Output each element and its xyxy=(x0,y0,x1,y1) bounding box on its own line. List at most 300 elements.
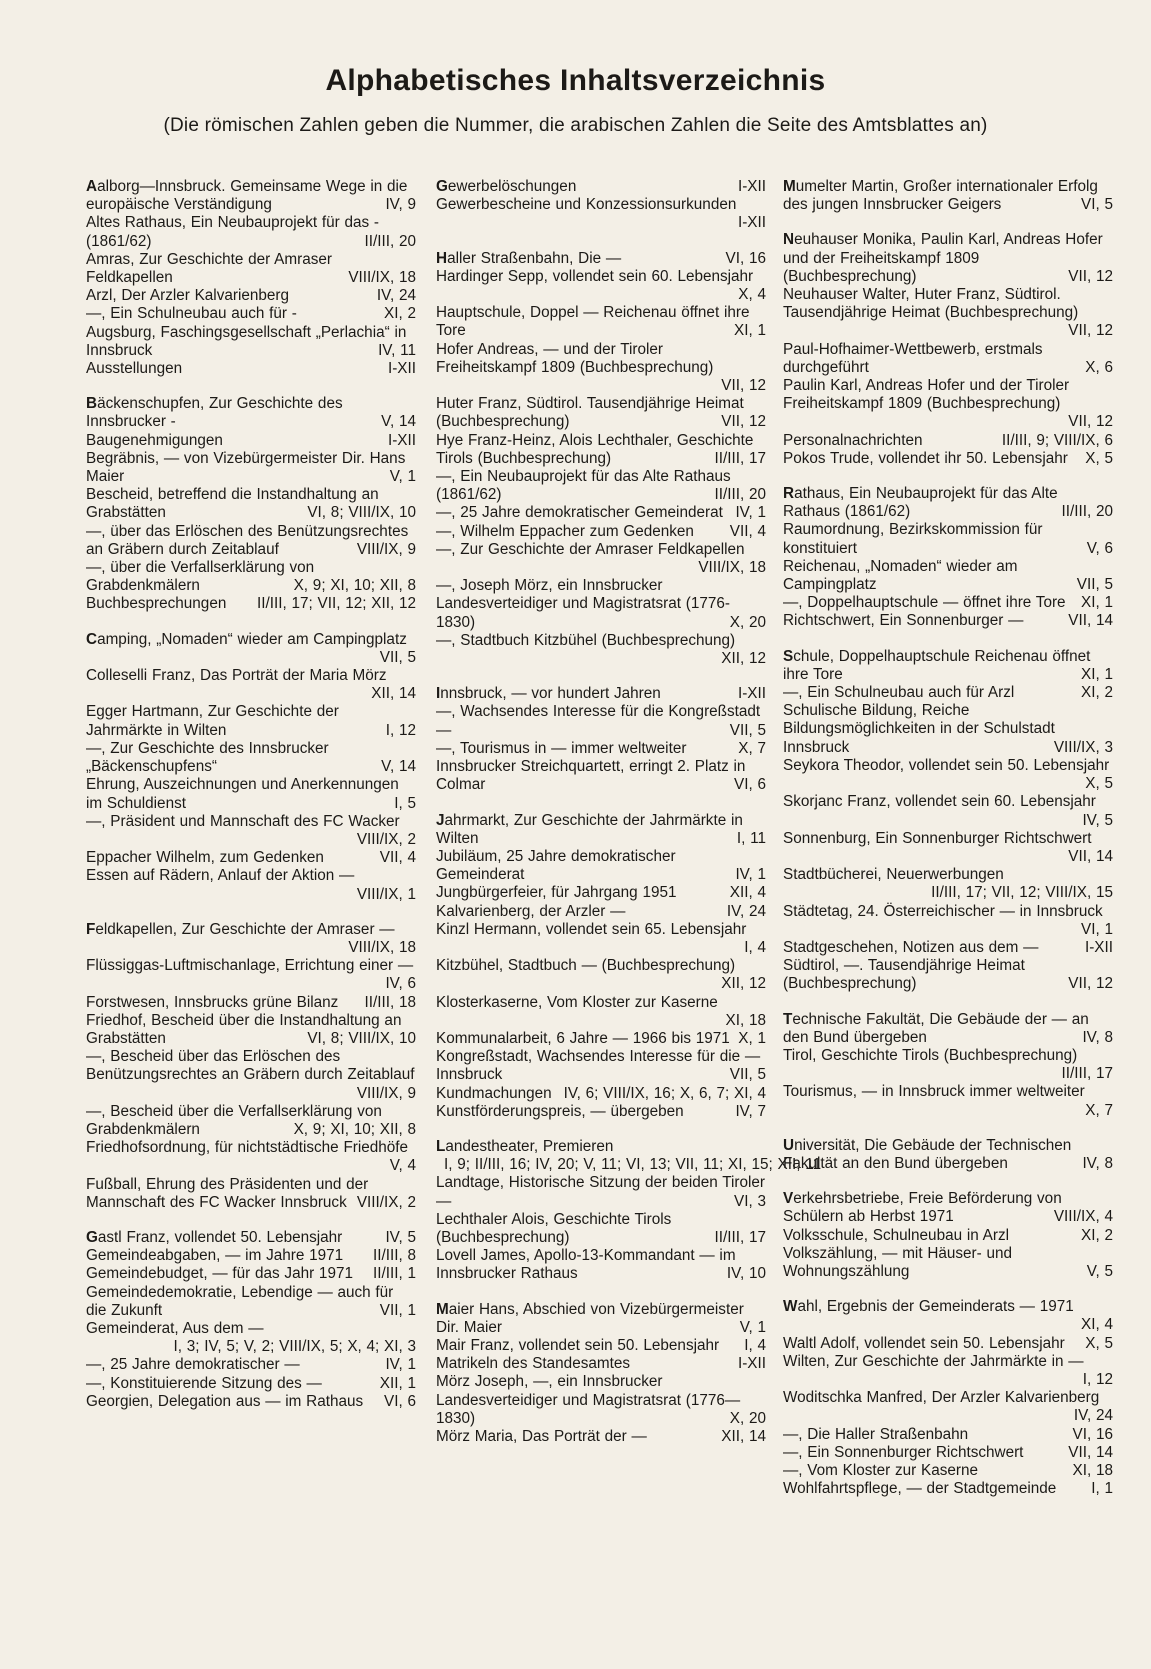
index-entry xyxy=(436,1301,766,1337)
group-initial-letter: J xyxy=(436,811,445,829)
index-entry-reference: I, 3; IV, 5; V, 2; VIII/IX, 5; X, 4; XI, 3 xyxy=(173,1338,416,1356)
index-entry-reference: I-XII xyxy=(737,178,766,195)
index-entry xyxy=(436,957,766,993)
index-entry-text: Feldkapellen, Zur Geschichte der Amraser — xyxy=(86,920,395,938)
index-entry xyxy=(783,866,1113,902)
index-letter-group xyxy=(436,812,766,1121)
index-entry-text: —, 25 Jahre demokratischer — xyxy=(86,1356,300,1374)
index-entry-text: —, Ein Sonnenburger Richtschwert xyxy=(783,1443,1024,1461)
index-entry-text: Kommunalarbeit, 6 Jahre — 1966 bis 1971 xyxy=(436,1029,730,1047)
index-entry xyxy=(783,684,1113,702)
index-column-1 xyxy=(86,178,416,1428)
index-entry-reference: VI, 1 xyxy=(1081,920,1113,938)
index-entry-text: Universität, Die Gebäude der Technischen Fakultät an den Bund übergeben xyxy=(783,1136,1072,1172)
index-entry xyxy=(436,504,766,522)
index-entry-text: Mumelter Martin, Großer internationaler Erfolg des jungen Innsbrucker Geigers xyxy=(783,178,1098,214)
index-entry-reference: I, 4 xyxy=(744,1336,766,1354)
index-entry-text: —, Stadtbuch Kitzbühel (Buchbesprechung) xyxy=(436,631,736,649)
index-entry-text: Schule, Doppelhauptschule Reichenau öffnet ihre Tore xyxy=(783,647,1091,683)
index-entry xyxy=(436,268,766,304)
index-entry-text: Buchbesprechungen xyxy=(86,595,227,613)
index-entry-text: —, Ein Schulneubau auch für Arzl xyxy=(783,684,1015,702)
group-initial-letter: C xyxy=(86,630,98,648)
index-entry xyxy=(783,1227,1113,1245)
index-entry xyxy=(86,324,416,360)
index-entry xyxy=(436,884,766,902)
index-entry-text: Stadtbücherei, Neuerwerbungen xyxy=(783,866,1004,884)
index-entry-reference: VIII/IX, 9 xyxy=(356,540,416,558)
index-entry xyxy=(783,1426,1113,1444)
index-entry xyxy=(86,287,416,305)
index-entry xyxy=(783,521,1113,557)
index-entry xyxy=(783,1083,1113,1119)
index-entry-reference: I, 4 xyxy=(744,938,766,956)
index-entry-reference: II/III, 20 xyxy=(1061,503,1113,521)
index-entry-reference: VII, 12 xyxy=(721,377,766,395)
index-entry xyxy=(436,341,766,396)
index-entry-reference: VII, 12 xyxy=(1068,975,1113,993)
index-entry-reference: IV, 1 xyxy=(385,1356,416,1374)
index-entry-text: Tourismus, — in Innsbruck immer weltweiter xyxy=(783,1083,1085,1101)
index-entry-reference: VII, 12 xyxy=(721,413,766,431)
index-entry xyxy=(86,559,416,595)
index-entry-reference: V, 1 xyxy=(739,1318,766,1336)
index-entry-reference: XI, 1 xyxy=(734,322,766,340)
index-entry-reference: X, 1 xyxy=(738,1029,766,1047)
index-entry-reference: IV, 11 xyxy=(378,341,416,359)
group-initial-letter: H xyxy=(436,249,448,267)
index-entry-reference: XII, 1 xyxy=(379,1374,416,1392)
index-entry-text: Südtirol, —. Tausendjährige Heimat (Buchbesprechung) xyxy=(783,957,1025,993)
index-entry-reference: X, 7 xyxy=(738,739,766,757)
index-entry xyxy=(86,1265,416,1283)
index-entry-reference: II/III, 20 xyxy=(364,232,416,250)
index-entry xyxy=(436,903,766,921)
index-entry xyxy=(783,286,1113,341)
index-entry-text: Woditschka Manfred, Der Arzler Kalvarienberg xyxy=(783,1389,1100,1407)
index-entry-text: —, über die Verfallserklärung von Grabdenkmälern xyxy=(86,559,315,595)
group-initial-letter: R xyxy=(783,485,795,503)
index-entry-text: —, Ein Schulneubau auch für - xyxy=(86,305,297,323)
index-entry xyxy=(436,848,766,884)
index-entry-reference: VII, 1 xyxy=(379,1301,416,1319)
index-entry xyxy=(436,1247,766,1283)
index-entry xyxy=(86,1375,416,1393)
index-entry-reference: V, 14 xyxy=(381,413,416,431)
index-letter-group xyxy=(783,648,1113,994)
index-entry xyxy=(783,1480,1113,1498)
index-entry xyxy=(86,251,416,287)
index-entry xyxy=(86,667,416,703)
index-entry-reference: XII, 14 xyxy=(721,1428,766,1445)
index-letter-group xyxy=(436,685,766,794)
index-entry-reference: VII, 4 xyxy=(729,522,766,540)
index-letter-group xyxy=(783,485,1113,631)
group-initial-letter: W xyxy=(783,1298,798,1316)
index-entry-reference: V, 14 xyxy=(381,758,416,776)
index-entry-reference: VII, 5 xyxy=(729,721,766,739)
index-entry-text: Technische Fakultät, Die Gebäude der — an den Bund übergeben xyxy=(783,1010,1089,1046)
index-entry-reference: VIII/IX, 9 xyxy=(356,1084,416,1102)
index-entry-reference: VI, 3 xyxy=(734,1192,766,1210)
index-entry xyxy=(436,1337,766,1355)
index-entry xyxy=(86,1284,416,1320)
index-entry-text: Wohlfahrtspflege, — der Stadtgemeinde xyxy=(783,1480,1057,1498)
index-entry xyxy=(436,577,766,632)
index-entry xyxy=(436,1355,766,1373)
index-entry-reference: X, 4 xyxy=(738,286,766,304)
index-entry-reference: X, 7 xyxy=(1085,1101,1113,1119)
index-entry-text: Gemeindebudget, — für das Jahr 1971 xyxy=(86,1265,353,1283)
index-entry xyxy=(436,740,766,758)
index-entry xyxy=(86,1103,416,1139)
index-entry-text: Baugenehmigungen xyxy=(86,431,223,449)
index-entry xyxy=(86,957,416,993)
index-entry-reference: IV, 24 xyxy=(376,287,416,305)
index-entry-reference: IV, 6 xyxy=(385,975,416,993)
index-entry-reference: X, 9; XI, 10; XII, 8 xyxy=(293,577,416,595)
group-initial-letter: G xyxy=(86,1228,98,1246)
index-entry-reference: XI, 1 xyxy=(1081,594,1113,612)
index-entry-text: Begräbnis, — von Vizebürgermeister Dir. Hans Maier xyxy=(86,449,406,486)
index-entry xyxy=(436,1211,766,1247)
index-entry-text: Seykora Theodor, vollendet sein 50. Lebensjahr xyxy=(783,756,1110,774)
index-entry-text: Landestheater, Premieren xyxy=(436,1137,614,1155)
index-entry-reference: X, 5 xyxy=(1085,1334,1113,1352)
index-entry-text: Volksschule, Schulneubau in Arzl xyxy=(783,1226,1009,1244)
index-entry xyxy=(86,595,416,613)
index-entry-reference: VIII/IX, 1 xyxy=(356,885,416,903)
index-entry-text: Jungbürgerfeier, für Jahrgang 1951 xyxy=(436,884,677,902)
index-entry xyxy=(86,1247,416,1265)
index-entry-text: Flüssiggas-Luftmischanlage, Errichtung einer — xyxy=(86,957,414,975)
index-entry-text: Wahl, Ergebnis der Gemeinderats — 1971 xyxy=(783,1298,1074,1316)
index-entry-reference: I, 5 xyxy=(394,794,416,812)
index-entry-reference: VI, 6 xyxy=(734,776,766,794)
index-entry xyxy=(783,1190,1113,1226)
index-entry-reference: II/III, 17; VII, 12; XII, 12 xyxy=(257,595,416,613)
index-entry xyxy=(783,432,1113,450)
index-entry xyxy=(783,1245,1113,1281)
index-entry-reference: IV, 9 xyxy=(385,196,416,214)
index-entry-text: —, Tourismus in — immer weltweiter xyxy=(436,739,687,757)
index-entry-text: Kalvarienberg, der Arzler — xyxy=(436,902,626,920)
index-entry-reference: I-XII xyxy=(1084,938,1113,956)
index-entry-text: Stadtgeschehen, Notizen aus dem — xyxy=(783,938,1039,956)
index-entry-text: Innsbrucker Streichquartett, erringt 2. Platz in Colmar xyxy=(436,758,746,794)
index-entry-text: Personalnachrichten xyxy=(783,431,923,449)
index-entry-reference: II/III, 17 xyxy=(1061,1065,1113,1083)
index-entry-text: Augsburg, Faschingsgesellschaft „Perlachia“ in Innsbruck xyxy=(86,323,407,359)
index-entry-reference: XI, 1 xyxy=(1081,665,1113,683)
index-entry-reference: II/III, 17; VII, 12; VIII/IX, 15 xyxy=(931,884,1113,902)
index-entry-reference: VIII/IX, 18 xyxy=(348,269,416,287)
index-entry-text: Neuhauser Monika, Paulin Karl, Andreas Hofer und der Freiheitskampf 1809 (Buchbesprechung) xyxy=(783,231,1103,285)
index-entry-text: Eppacher Wilhelm, zum Gedenken xyxy=(86,849,324,867)
index-entry-text: —, Wilhelm Eppacher zum Gedenken xyxy=(436,522,694,540)
index-entry xyxy=(783,178,1113,214)
group-initial-letter: F xyxy=(86,920,96,938)
index-entry-reference: VII, 14 xyxy=(1068,612,1113,630)
index-entry-reference: XII, 12 xyxy=(721,975,766,993)
index-entry-reference: VII, 5 xyxy=(379,648,416,666)
index-entry-reference: VI, 6 xyxy=(384,1392,416,1410)
group-initial-letter: B xyxy=(86,395,98,413)
index-entry xyxy=(86,1048,416,1103)
group-initial-letter: L xyxy=(436,1137,446,1155)
index-letter-group xyxy=(86,178,416,378)
index-entry-reference: II/III, 9; VIII/IX, 6 xyxy=(1001,431,1113,449)
index-entry-text: Arzl, Der Arzler Kalvarienberg xyxy=(86,287,289,305)
index-entry xyxy=(783,231,1113,286)
group-initial-letter: V xyxy=(783,1190,794,1208)
index-entry-text: Neuhauser Walter, Huter Franz, Südtirol. Tausendjährige Heimat (Buchbesprechung) xyxy=(783,286,1079,322)
index-entry-text: Richtschwert, Ein Sonnenburger — xyxy=(783,612,1024,630)
index-entry xyxy=(783,1389,1113,1425)
index-entry xyxy=(436,304,766,340)
index-entry xyxy=(783,757,1113,793)
group-initial-letter: G xyxy=(436,178,448,195)
index-entry-reference: IV, 8 xyxy=(1082,1028,1113,1046)
index-entry xyxy=(86,849,416,867)
index-entry-text: Forstwesen, Innsbrucks grüne Bilanz xyxy=(86,993,339,1011)
index-entry-text: Hye Franz-Heinz, Alois Lechthaler, Geschichte Tirols (Buchbesprechung) xyxy=(436,431,754,467)
index-entry xyxy=(86,631,416,667)
index-entry xyxy=(86,813,416,849)
index-entry-text: —, Zur Geschichte des Innsbrucker „Bäckenschupfens“ xyxy=(86,739,329,776)
index-entry xyxy=(783,957,1113,993)
index-entry xyxy=(86,432,416,450)
index-entry xyxy=(86,921,416,957)
index-entry-text: —, Bescheid über die Verfallserklärung von Grabdenkmälern xyxy=(86,1102,382,1138)
index-entry-text: Gemeindeabgaben, — im Jahre 1971 xyxy=(86,1247,344,1265)
index-entry xyxy=(86,1139,416,1175)
index-entry-text: Lechthaler Alois, Geschichte Tirols (Buchbesprechung) xyxy=(436,1210,672,1246)
index-entry-reference: I, 12 xyxy=(1082,1370,1113,1388)
index-entry-text: —, Doppelhauptschule — öffnet ihre Tore xyxy=(783,594,1066,612)
index-entry xyxy=(783,485,1113,521)
index-entry-reference: VIII/IX, 2 xyxy=(356,830,416,848)
index-entry-text: Matrikeln des Standesamtes xyxy=(436,1355,631,1373)
index-entry-text: Raumordnung, Bezirkskommission für konstituiert xyxy=(783,521,1043,557)
index-letter-group xyxy=(86,1229,416,1411)
index-entry-text: Verkehrsbetriebe, Freie Beförderung von Schülern ab Herbst 1971 xyxy=(783,1190,1062,1226)
index-entry-reference: II/III, 17 xyxy=(714,449,766,467)
group-initial-letter: N xyxy=(783,231,795,249)
index-entry xyxy=(436,468,766,504)
index-entry-text: —, Die Haller Straßenbahn xyxy=(783,1425,969,1443)
index-entry xyxy=(86,1012,416,1048)
index-entry-text: Amras, Zur Geschichte der Amraser Feldkapellen xyxy=(86,250,332,287)
index-entry xyxy=(783,1462,1113,1480)
index-letter-group xyxy=(783,1190,1113,1281)
index-entry-text: Aalborg—Innsbruck. Gemeinsame Wege in die europäische Verständigung xyxy=(86,178,408,214)
index-entry-reference: IV, 7 xyxy=(735,1102,766,1120)
group-initial-letter: S xyxy=(783,647,794,665)
index-entry xyxy=(86,867,416,903)
index-entry xyxy=(86,360,416,378)
index-entry xyxy=(783,612,1113,630)
index-entry-text: Gastl Franz, vollendet 50. Lebensjahr xyxy=(86,1228,343,1246)
index-letter-group xyxy=(436,1301,766,1447)
index-letter-group xyxy=(783,178,1113,214)
index-entry-reference: XI, 2 xyxy=(384,305,416,323)
index-entry-text: Gemeinderat, Aus dem — xyxy=(86,1319,264,1337)
index-entry-reference: XI, 18 xyxy=(725,1011,766,1029)
index-entry-reference: XII, 14 xyxy=(371,685,416,703)
index-entry xyxy=(86,486,416,522)
index-entry-text: Egger Hartmann, Zur Geschichte der Jahrmärkte in Wilten xyxy=(86,703,339,739)
index-entry-reference: I, 12 xyxy=(385,721,416,739)
group-initial-letter: T xyxy=(783,1010,793,1028)
index-entry-text: Kongreßstadt, Wachsendes Interesse für die — Innsbruck xyxy=(436,1048,761,1084)
index-entry xyxy=(783,594,1113,612)
index-letter-group xyxy=(436,178,766,233)
index-entry xyxy=(783,1011,1113,1047)
index-entry-reference: IV, 6; VIII/IX, 16; X, 6, 7; XI, 4 xyxy=(563,1084,766,1102)
index-entry xyxy=(86,994,416,1012)
index-entry-text: Bäckenschupfen, Zur Geschichte des Innsbrucker - xyxy=(86,395,343,431)
index-entry-text: Reichenau, „Nomaden“ wieder am Campingplatz xyxy=(783,557,1018,594)
index-entry xyxy=(783,450,1113,468)
index-entry-text: —, Konstituierende Sitzung des — xyxy=(86,1374,322,1392)
index-entry xyxy=(783,1353,1113,1389)
index-entry-text: Kunstförderungspreis, — übergeben xyxy=(436,1102,684,1120)
index-entry-reference: VI, 16 xyxy=(1072,1425,1113,1443)
index-letter-group xyxy=(86,395,416,613)
index-entry-text: Hauptschule, Doppel — Reichenau öffnet ihre Tore xyxy=(436,304,750,340)
index-entry xyxy=(783,341,1113,377)
index-entry-reference: VII, 12 xyxy=(1068,413,1113,431)
index-entry-text: Mörz Maria, Das Porträt der — xyxy=(436,1428,647,1445)
index-entry xyxy=(436,541,766,577)
index-entry xyxy=(86,1356,416,1374)
index-entry xyxy=(86,1176,416,1212)
page-title: Alphabetisches Inhaltsverzeichnis xyxy=(325,64,826,97)
index-entry xyxy=(783,1335,1113,1353)
index-entry-text: Sonnenburg, Ein Sonnenburger Richtschwert xyxy=(783,829,1092,847)
index-entry xyxy=(436,1373,766,1428)
index-entry-text: Maier Hans, Abschied von Vizebürgermeister Dir. Maier xyxy=(436,1300,744,1336)
index-entry-text: —, Bescheid über das Erlöschen des Benützungsrechtes an Gräbern durch Zeitablauf xyxy=(86,1048,415,1084)
index-entry-reference: VI, 8; VIII/IX, 10 xyxy=(307,1029,416,1047)
index-entry-text: Gewerbelöschungen xyxy=(436,178,577,195)
index-entry xyxy=(436,1085,766,1103)
index-entry-text: Paul-Hofhaimer-Wettbewerb, erstmals durchgeführt xyxy=(783,340,1043,376)
index-entry-reference: V, 5 xyxy=(1086,1262,1113,1280)
index-entry-reference: XII, 4 xyxy=(729,884,766,902)
index-entry xyxy=(783,648,1113,684)
index-entry-reference: VII, 5 xyxy=(1076,576,1113,594)
index-entry-text: Klosterkaserne, Vom Kloster zur Kaserne xyxy=(436,993,718,1011)
index-letter-group xyxy=(783,1298,1113,1498)
index-entry xyxy=(86,740,416,776)
index-entry-text: Schulische Bildung, Reiche Bildungsmöglichkeiten in der Schulstadt Innsbruck xyxy=(783,702,1055,756)
index-column-3 xyxy=(783,178,1113,1515)
index-entry-reference: VIII/IX, 2 xyxy=(356,1193,416,1211)
index-entry xyxy=(86,776,416,812)
index-entry-text: Städtetag, 24. Österreichischer — in Innsbruck xyxy=(783,902,1103,920)
index-entry-reference: VII, 5 xyxy=(729,1066,766,1084)
index-entry-reference: II/III, 8 xyxy=(372,1247,416,1265)
index-entry-reference: XI, 18 xyxy=(1072,1462,1113,1479)
index-entry-text: Jahrmarkt, Zur Geschichte der Jahrmärkte in Wilten xyxy=(436,811,743,847)
index-entry-text: Mörz Joseph, —, ein Innsbrucker Landesverteidiger und Magistratsrat (1776—1830) xyxy=(436,1373,741,1427)
index-entry xyxy=(783,1047,1113,1083)
index-entry-reference: XI, 2 xyxy=(1081,1226,1113,1244)
index-entry-reference: X, 5 xyxy=(1085,449,1113,467)
index-entry-text: Innsbruck, — vor hundert Jahren xyxy=(436,685,661,703)
index-entry xyxy=(436,1030,766,1048)
index-entry xyxy=(783,1137,1113,1173)
index-entry-text: Wilten, Zur Geschichte der Jahrmärkte in — xyxy=(783,1352,1084,1370)
index-entry-reference: V, 6 xyxy=(1086,539,1113,557)
index-entry-text: Colleselli Franz, Das Porträt der Maria Mörz xyxy=(86,667,387,685)
index-letter-group xyxy=(783,1011,1113,1120)
index-entry-reference: IV, 24 xyxy=(726,902,766,920)
index-entry xyxy=(436,685,766,703)
index-entry-text: Fußball, Ehrung des Präsidenten und der Mannschaft des FC Wacker Innsbruck xyxy=(86,1175,369,1211)
index-entry-text: Hardinger Sepp, vollendet sein 60. Lebensjahr xyxy=(436,267,754,285)
index-entry xyxy=(436,632,766,668)
index-entry-text: Ausstellungen xyxy=(86,360,183,378)
index-entry-reference: I, 1 xyxy=(1091,1480,1113,1498)
index-entry-reference: VII, 14 xyxy=(1068,847,1113,865)
index-entry xyxy=(436,432,766,468)
index-entry-text: Pokos Trude, vollendet ihr 50. Lebensjahr xyxy=(783,449,1068,467)
index-entry-text: —, Präsident und Mannschaft des FC Wacker xyxy=(86,812,400,830)
index-entry-reference: VIII/IX, 18 xyxy=(348,938,416,956)
index-entry-reference: IV, 1 xyxy=(735,504,766,522)
index-entry xyxy=(436,812,766,848)
index-entry-text: Haller Straßenbahn, Die — xyxy=(436,249,622,267)
page-subtitle: (Die römischen Zahlen geben die Nummer, die arabischen Zahlen die Seite des Amtsblattes an) xyxy=(163,115,988,136)
index-entry-text: Waltl Adolf, vollendet sein 50. Lebensjahr xyxy=(783,1334,1065,1352)
index-entry xyxy=(86,395,416,431)
index-entry-text: Kitzbühel, Stadtbuch — (Buchbesprechung) xyxy=(436,957,736,975)
group-initial-letter: A xyxy=(86,178,98,195)
index-entry-text: Volkszählung, — mit Häuser- und Wohnungszählung xyxy=(783,1244,1013,1280)
index-entry-reference: IV, 8 xyxy=(1082,1154,1113,1172)
index-entry xyxy=(86,1320,416,1356)
index-entry-text: Kinzl Hermann, vollendet sein 65. Lebensjahr xyxy=(436,920,747,938)
index-entry-reference: I, 11 xyxy=(736,829,766,847)
index-entry xyxy=(86,450,416,486)
index-entry xyxy=(783,558,1113,594)
index-entry-reference: IV, 5 xyxy=(385,1228,416,1246)
index-entry-text: Camping, „Nomaden“ wieder am Campingplatz xyxy=(86,630,407,648)
index-entry xyxy=(436,196,766,232)
index-entry xyxy=(783,903,1113,939)
index-entry-text: Friedhofsordnung, für nichtstädtische Friedhöfe xyxy=(86,1139,409,1157)
index-entry xyxy=(436,1137,822,1174)
index-entry xyxy=(86,703,416,739)
index-entry-text: Lovell James, Apollo-13-Kommandant — im Innsbrucker Rathaus xyxy=(436,1247,736,1283)
index-entry-reference: I-XII xyxy=(737,214,766,232)
index-entry xyxy=(783,793,1113,829)
index-entry-reference: I-XII xyxy=(737,1355,766,1373)
index-entry-reference: X, 20 xyxy=(729,1409,766,1427)
index-entry xyxy=(783,377,1113,432)
index-entry xyxy=(783,830,1113,866)
index-entry-text: Paulin Karl, Andreas Hofer und der Tiroler Freiheitskampf 1809 (Buchbesprechung) xyxy=(783,377,1070,413)
index-entry-reference: VI, 8; VIII/IX, 10 xyxy=(307,504,416,522)
index-entry-reference: V, 1 xyxy=(389,468,416,486)
index-entry-text: Kundmachungen xyxy=(436,1084,552,1102)
index-entry-reference: VII, 4 xyxy=(379,849,416,867)
index-entry-reference: VII, 12 xyxy=(1068,322,1113,340)
index-entry-text: —, Vom Kloster zur Kaserne xyxy=(783,1462,978,1479)
